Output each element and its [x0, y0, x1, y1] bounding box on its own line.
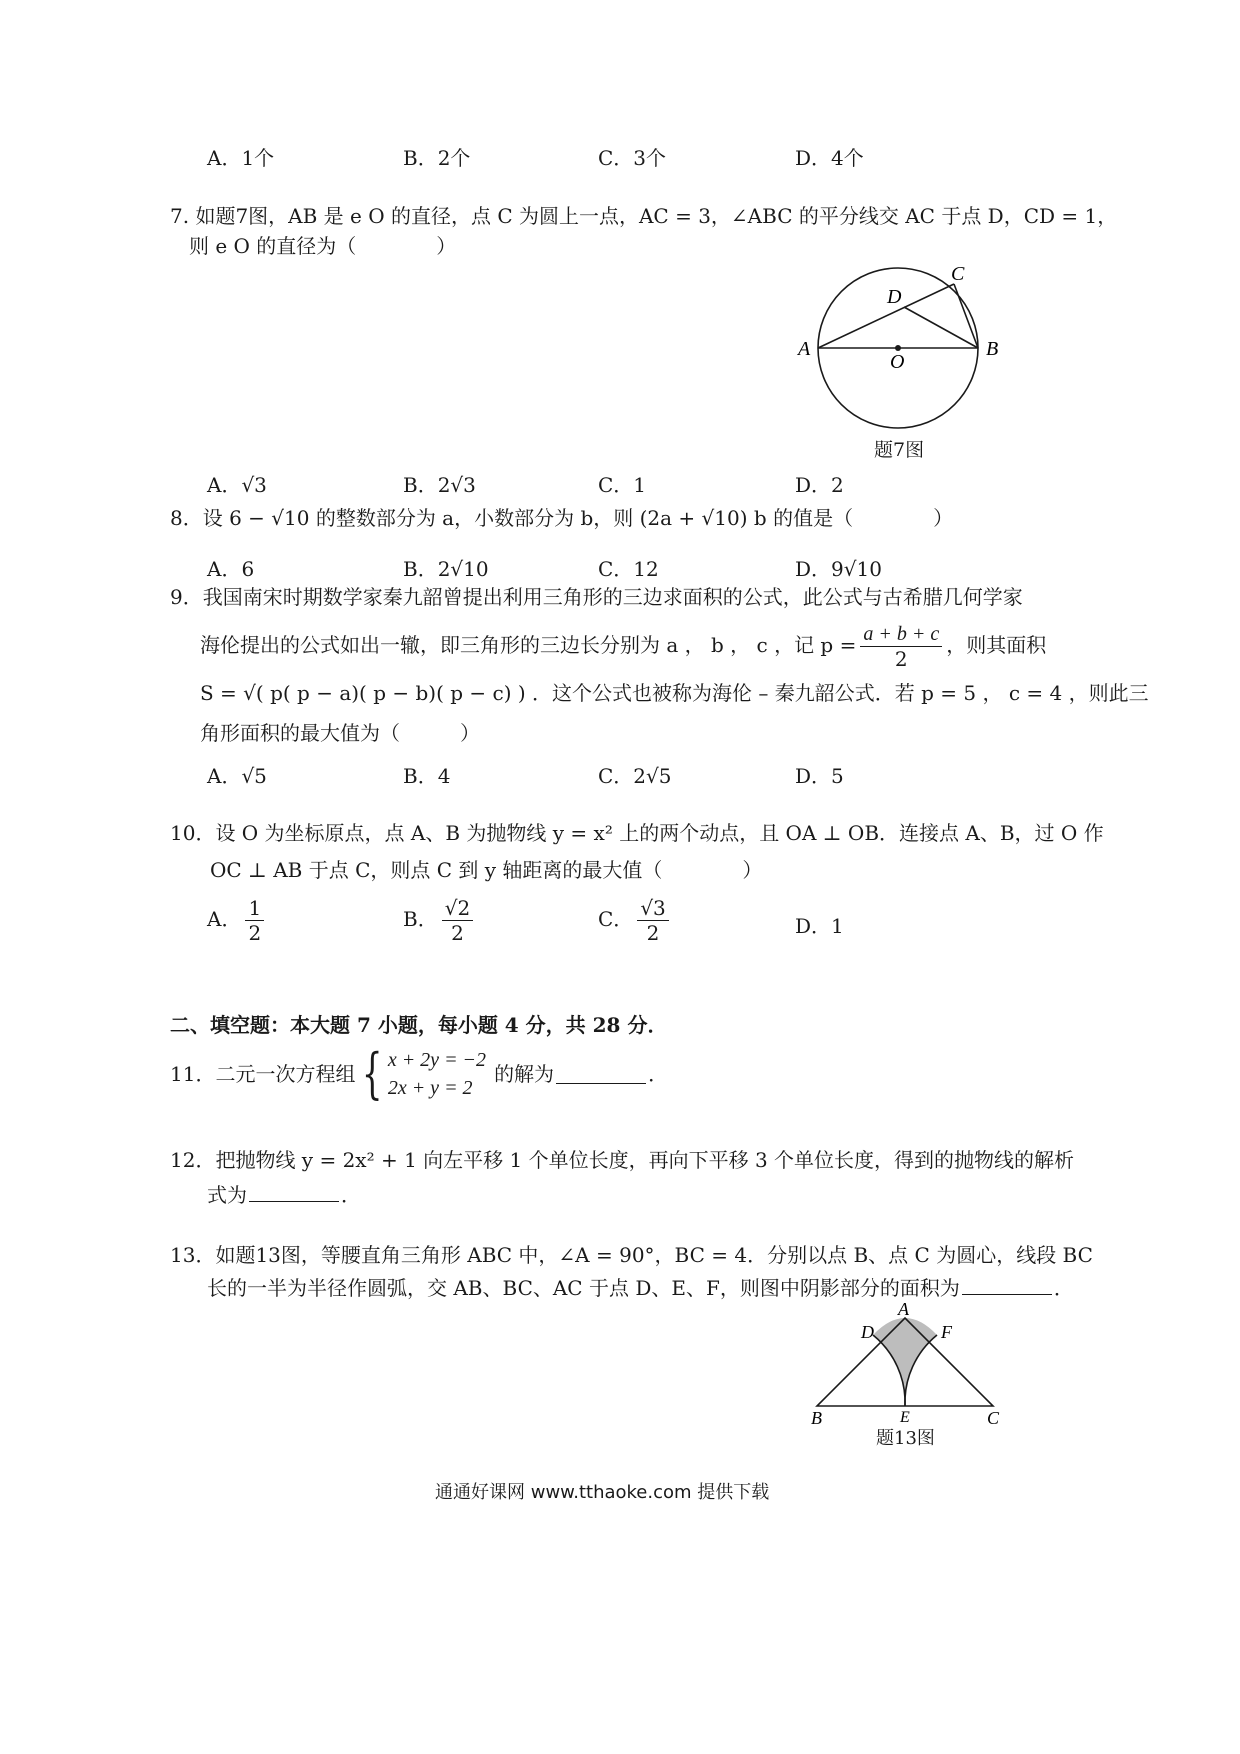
q10-option-a-den: 2 — [248, 921, 262, 945]
q11-end: ． — [648, 1062, 669, 1086]
q11-eq2: 2x + y = 2 — [387, 1077, 473, 1099]
q7-option-d: D．2 — [795, 473, 844, 497]
label-a: A — [798, 338, 811, 360]
q8-option-d: D．9√10 — [795, 557, 882, 581]
q10-option-b-label: B． — [403, 907, 438, 931]
q9-option-b: B．4 — [403, 764, 451, 788]
q12-stem-line2 — [207, 1180, 361, 1210]
label-b: B — [986, 338, 999, 360]
q8-option-a: A．6 — [207, 557, 255, 581]
q11-post: 的解为 — [494, 1062, 555, 1086]
q7-option-b: B．2√3 — [403, 473, 476, 497]
q13-triangle-diagram — [805, 1298, 1005, 1428]
q9-fraction-p — [860, 622, 942, 671]
q12-answer-blank — [249, 1183, 339, 1202]
q12-stem-line1: 12．把抛物线 y = 2x² + 1 向左平移 1 个单位长度，再向下平移 3 个单位长度，得到的抛物线的解析 — [170, 1148, 1075, 1172]
q11-answer-blank — [556, 1065, 646, 1084]
bisector-bd — [904, 307, 978, 348]
q9-option-c: C．2√5 — [598, 764, 672, 788]
q7-figure-caption: 题7图 — [874, 439, 925, 461]
q8-option-b: B．2√10 — [403, 557, 489, 581]
q13-figure-caption: 题13图 — [876, 1428, 935, 1449]
q7-stem-line2: 则 e O 的直径为（ ） — [189, 234, 457, 258]
q13-stem-line1: 13．如题13图，等腰直角三角形 ABC 中，∠A = 90°，BC = 4．分别以点 B、点 C 为圆心，线段 BC — [170, 1243, 1093, 1267]
q11-stem — [170, 1042, 669, 1105]
q9-stem-line3: S = √( p( p − a)( p − b)( p − c) ) ．这个公式也被称为海伦 – 秦九韶公式．若 p = 5 ， c = 4 ，则此三 — [200, 681, 1149, 705]
q7-option-a: A．√3 — [207, 473, 267, 497]
q10-option-c-label: C． — [598, 907, 634, 931]
label-e: E — [900, 1409, 910, 1426]
q10-option-c-den: 2 — [646, 921, 660, 945]
q10-option-d-label: D． — [795, 914, 832, 938]
q10-stem-line2: OC ⊥ AB 于点 C，则点 C 到 y 轴距离的最大值（ ） — [210, 858, 763, 882]
section2-title: 二、填空题：本大题 7 小题，每小题 4 分，共 28 分． — [170, 1013, 668, 1037]
label-b: B — [811, 1408, 822, 1428]
q6-option-d: D．4个 — [795, 146, 864, 170]
q13-line2-pre: 长的一半为半径作圆弧，交 AB、BC、AC 于点 D、E、F，则图中阴影部分的面积为 — [207, 1276, 960, 1300]
q13-figure — [805, 1298, 1005, 1433]
q9-stem-line1: 9．我国南宋时期数学家秦九韶曾提出利用三角形的三边求面积的公式，此公式与古希腊几何学家 — [170, 585, 1023, 609]
footer-text: 通通好课网 www.tthaoke.com 提供下载 — [435, 1482, 770, 1503]
label-d: D — [887, 286, 902, 308]
q10-option-d-value: 1 — [831, 914, 844, 938]
q13-end: ． — [1053, 1276, 1074, 1300]
q10-option-b — [403, 896, 477, 945]
q13-answer-blank — [962, 1276, 1052, 1295]
q10-option-c — [598, 896, 673, 945]
q10-option-a — [207, 896, 268, 945]
q6-option-c: C．3个 — [598, 146, 667, 170]
q7-stem-line1: 7. 如题7图，AB 是 e O 的直径，点 C 为圆上一点，AC = 3，∠ABC 的平分线交 AC 于点 D，CD = 1， — [170, 204, 1118, 228]
q9-option-a: A．√5 — [207, 764, 267, 788]
label-d: D — [861, 1322, 874, 1342]
q9-stem-line4: 角形面积的最大值为（ ） — [200, 721, 480, 745]
q7-option-c: C．1 — [598, 473, 647, 497]
label-f: F — [941, 1322, 952, 1342]
q10-option-a-num: 1 — [245, 896, 264, 921]
q8-option-c: C．12 — [598, 557, 659, 581]
q6-option-a: A．1个 — [207, 146, 275, 170]
q12-line2-pre: 式为 — [207, 1183, 247, 1207]
q10-option-d — [795, 910, 844, 939]
q10-option-b-num: √2 — [442, 896, 473, 921]
label-a: A — [898, 1299, 909, 1319]
q10-option-b-den: 2 — [451, 921, 464, 945]
q10-option-c-num: √3 — [637, 896, 668, 921]
q9-stem-line2 — [200, 622, 1046, 671]
label-c: C — [987, 1408, 1000, 1428]
q11-eq1: x + 2y = −2 — [387, 1049, 487, 1071]
q10-stem-line1: 10．设 O 为坐标原点，点 A、B 为抛物线 y = x² 上的两个动点，且 OA ⊥ OB．连接点 A、B，过 O 作 — [170, 821, 1104, 845]
q11-system — [388, 1046, 486, 1102]
q11-pre: 11．二元一次方程组 — [170, 1062, 356, 1086]
label-o: O — [890, 351, 905, 373]
q8-stem: 8．设 6 − √10 的整数部分为 a，小数部分为 b，则 (2a + √10) b 的值是（ ） — [170, 506, 954, 530]
chord-cb — [954, 284, 978, 348]
q9-option-d: D．5 — [795, 764, 844, 788]
q9-line2-post: ，则其面积 — [946, 633, 1047, 657]
q10-option-a-label: A． — [207, 907, 242, 931]
q12-end: ． — [341, 1183, 361, 1207]
q11-brace: { — [362, 1042, 383, 1105]
label-c: C — [951, 263, 965, 285]
q9-fraction-den: 2 — [894, 647, 908, 671]
q9-fraction-num: a + b + c — [860, 622, 942, 647]
q9-line2-pre: 海伦提出的公式如出一辙，即三角形的三边长分别为 a ， b ， c ，记 p = — [200, 633, 857, 657]
q6-option-b: B．2个 — [403, 146, 471, 170]
